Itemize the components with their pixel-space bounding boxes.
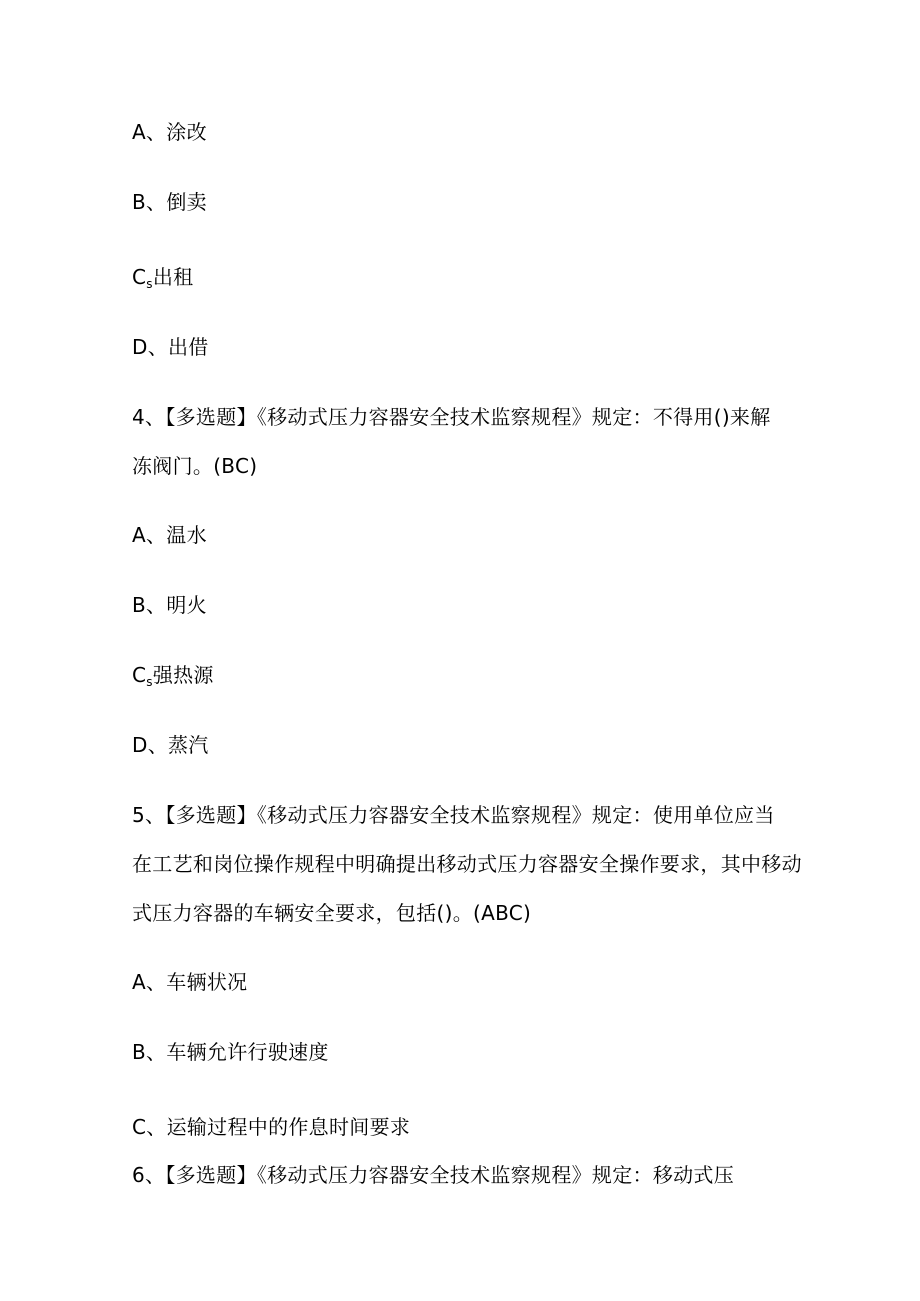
question-5-line-1: 5、【多选题】《移动式压力容器安全技术监察规程》规定：使用单位应当 bbox=[132, 803, 775, 827]
option-q5-b: B、车辆允许行驶速度 bbox=[132, 1040, 329, 1064]
question-4-line-1: 4、【多选题】《移动式压力容器安全技术监察规程》规定：不得用()来解 bbox=[132, 405, 771, 429]
question-5-line-2: 在工艺和岗位操作规程中明确提出移动式压力容器安全操作要求，其中移动 bbox=[132, 852, 802, 876]
option-q3-c bbox=[132, 265, 193, 292]
option-q5-a: A、车辆状况 bbox=[132, 970, 248, 994]
option-q4-c-text: 强热源 bbox=[152, 663, 214, 687]
option-q3-c-sub: s bbox=[146, 277, 153, 291]
option-q4-b: B、明火 bbox=[132, 593, 207, 617]
option-q4-c bbox=[132, 663, 214, 690]
option-q3-c-text: 出租 bbox=[152, 265, 194, 289]
option-q3-d: D、出借 bbox=[132, 335, 209, 359]
option-q4-c-letter: C bbox=[132, 663, 147, 687]
option-q3-c-letter: C bbox=[132, 265, 147, 289]
option-q4-a: A、温水 bbox=[132, 523, 207, 547]
option-q3-b: B、倒卖 bbox=[132, 190, 207, 214]
question-4-line-2: 冻阀门。(BC) bbox=[132, 454, 258, 478]
option-q5-c: C、运输过程中的作息时间要求 bbox=[132, 1115, 411, 1139]
question-6-line-1: 6、【多选题】《移动式压力容器安全技术监察规程》规定：移动式压 bbox=[132, 1163, 735, 1187]
option-q4-c-sub: s bbox=[146, 675, 153, 689]
option-q4-d: D、蒸汽 bbox=[132, 733, 209, 757]
option-q3-a: A、涂改 bbox=[132, 120, 207, 144]
question-5-line-3: 式压力容器的车辆安全要求，包括()。(ABC) bbox=[132, 901, 532, 925]
